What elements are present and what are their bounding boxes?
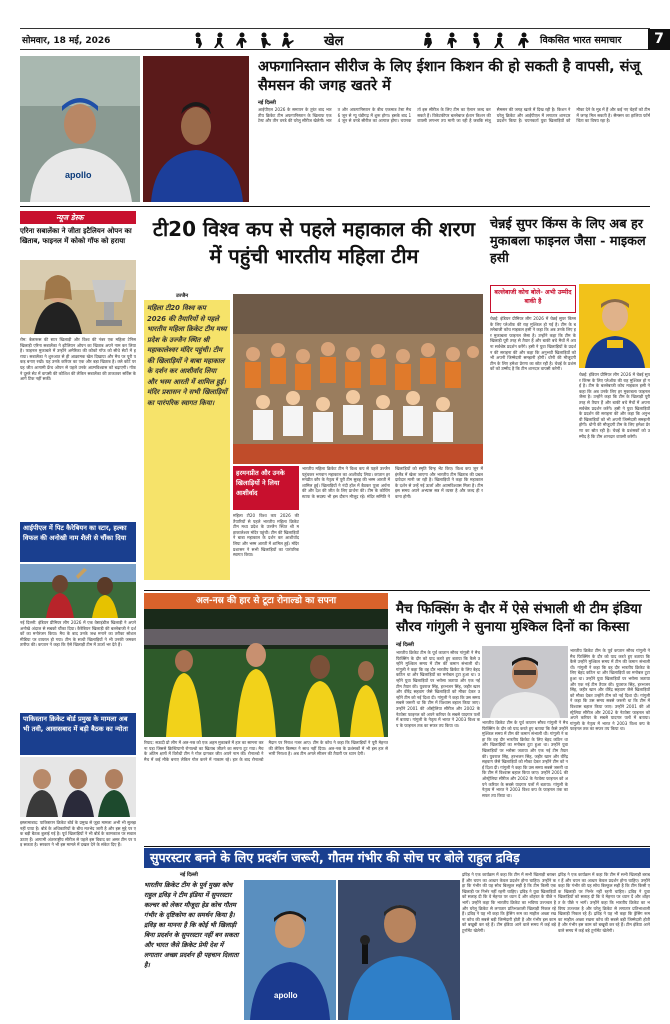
women-body: भारतीय महिला क्रिकेट टीम ने विश्व कप से पहले उज्जैन पहुंचकर भगवान महाकाल का आशीर्वाद लिया। कप्तान हरमनप्रीत कौर के नेतृत्व में पूरी टीम सुबह की भस्म आरती में शामिल हुई। खिलाड़ियों ने नंदी हॉल में बैठकर पूजा अर्चना की और देश की जीत के लिए प्रार्थना की। टीम के कोचिंग स्टाफ के सदस्य भी इस दौरान मौजूद रहे। मंदिर समिति ने खिलाड़ियों को स्मृति चिन्ह भेंट किए। विश्व कप जून में इंग्लैंड में खेला जाएगा और भारतीय टीम खिताब की प्रबल दावेदार मानी जा रही है। खिलाड़ियों ने कहा कि महाकाल के दर्शन से उन्हें नई ऊर्जा और आत्मविश्वास मिला है। टीम इस समय अपने अभ्यास सत्र में व्यस्त है और जल्द ही रवाना होगी। [302,466,483,499]
sabalenka-trophy-photo [20,260,136,334]
issue-date: सोमवार, 18 मई, 2026 [22,36,111,46]
ganguly-body-2: भारतीय क्रिकेट टीम के पूर्व कप्तान सौरव गांगुली ने मैच फिक्सिंग के दौर को याद करते हुए बताया कि कैसे उन्होंने मुश्किल समय में टीम की कमान संभाली थी। गांगुली ने कहा कि वह दौर भारतीय क्रिकेट के लिए बेहद कठिन था और खिलाड़ियों का मनोबल टूटा हुआ था। उन्होंने युवा खिलाड़ियों पर भरोसा जताया और एक नई टीम तैयार की। युवराज सिंह, हरभजन सिंह, जहीर खान और वीरेंद्र सहवाग जैसे खिलाड़ियों को मौका देकर उन्होंने टीम को नई दिशा दी। गांगुली ने कहा कि उस समय सबसे जरूरी था कि टीम में विश्वास बहाल किया जाए। उन्होंने 2001 की ऑस्ट्रेलिया सीरीज और 2002 के नेटवेस्ट फाइनल को अपने करियर के सबसे यादगार पलों में बताया। गांगुली के नेतृत्व में भारत ने 2003 विश्व कप के फाइनल तक का सफर तय किया था। [482,720,568,798]
newspaper-name: विकसित भारत समाचार [540,35,622,46]
ronaldo-banner: अल-नस्र की हार से टूटा रोनाल्डो का सपना [144,593,388,609]
women-body-left: महिला टी20 विश्व कप 2026 की तैयारियों से पहले भारतीय महिला क्रिकेट टीम मध्य प्रदेश के उज्जैन स्थित श्री महाकालेश्वर मंदिर पहुंची। टीम की खिलाड़ियों ने बाबा महाकाल के दर्शन कर आशीर्वाद लिया और भस्म आरती में शामिल हुईं। मंदिर प्रशासन ने सभी खिलाड़ियों का पारंपरिक स्वागत किया। [233,513,299,558]
story3-body: इस्लामाबाद: पाकिस्तान क्रिकेट बोर्ड के प्रमुख से जुड़ा मामला अभी भी सुलझ नहीं पाया है। बोर्ड के अधिकारियों के बीच मतभेद जारी है और इस मुद्दे पर एक बड़ी बैठक बुलाई गई है। पूर्व खिलाड़ियों ने भी बोर्ड के कामकाज पर सवाल उठाए हैं। आगामी अंतरराष्ट्रीय सीरीज से पहले इस विवाद का असर टीम पर पड़ सकता है। सरकार ने भी इस मामले में दखल देने के संकेत दिए हैं। [20,820,136,848]
divider [144,590,650,591]
divider [20,206,650,207]
ganguly-photo [482,646,568,718]
csk-headline: चेन्नई सुपर किंग्स के लिए अब हर मुकाबला फाइनल जैसा - माइकल हसी [490,217,646,266]
lead-byline: नई दिल्ली [258,100,276,106]
dravid-intro: भारतीय क्रिकेट टीम के पूर्व मुख्य कोच राहुल द्रविड़ ने टीम इंडिया में सुपरस्टार कल्चर को लेकर मौजूदा हेड कोच गौतम गंभीर के दृष्टिकोण का समर्थन किया है। द्रविड़ का मानना है कि कोई भी खिलाड़ी बिना प्रदर्शन के सुपरस्टार नहीं बन सकता और भारत जैसे क्रिकेट प्रेमी देश में लगातार अच्छा प्रदर्शन ही पहचान दिलाता है। [144,881,239,969]
story2-headline: आईपीएल में पिट कैरेबियन का स्टार, हल्का विफल की अनोखी नाम शैली से चौंका दिया [20,522,136,562]
gambhir-photo [244,880,336,1020]
ganguly-body-3: भारतीय क्रिकेट टीम के पूर्व कप्तान सौरव गांगुली ने मैच फिक्सिंग के दौर को याद करते हुए बताया कि कैसे उन्होंने मुश्किल समय में टीम की कमान संभाली थी। गांगुली ने कहा कि वह दौर भारतीय क्रिकेट के लिए बेहद कठिन था और खिलाड़ियों का मनोबल टूटा हुआ था। उन्होंने युवा खिलाड़ियों पर भरोसा जताया और एक नई टीम तैयार की। युवराज सिंह, हरभजन सिंह, जहीर खान और वीरेंद्र सहवाग जैसे खिलाड़ियों को मौका देकर उन्होंने टीम को नई दिशा दी। गांगुली ने कहा कि उस समय सबसे जरूरी था कि टीम में विश्वास बहाल किया जाए। उन्होंने 2001 की ऑस्ट्रेलिया सीरीज और 2002 के नेटवेस्ट फाइनल को अपने करियर के सबसे यादगार पलों में बताया। गांगुली के नेतृत्व में भारत ने 2003 विश्व कप के फाइनल तक का सफर तय किया था। [570,648,650,732]
section-title: खेल [324,34,344,49]
divider [144,846,650,847]
page-number: 7 [648,29,670,50]
jersey-logo: apollo [65,170,92,180]
story1-body: रोम: बेलारूस की स्टार खिलाड़ी और विश्व की नंबर एक महिला टेनिस खिलाड़ी एरिना सबालेंका ने इटैलियन ओपन का खिताब अपने नाम कर लिया है। फाइनल मुकाबले में उन्होंने अमेरिका की कोको गॉफ को सीधे सेटों में हराया। सबालेंका ने शुरुआत से ही आक्रामक खेल दिखाया और मैच पर पूरी पकड़ बनाए रखी। यह उनके करियर का एक और बड़ा खिताब है। क्ले कोर्ट पर यह जीत आगामी फ्रेंच ओपन से पहले उनके आत्मविश्वास को बढ़ाएगी। गॉफ ने दूसरे सेट में वापसी की कोशिश की लेकिन सबालेंका की ताकतवर सर्विस के आगे टिक नहीं सकीं। [20,337,136,382]
dravid-headline: सुपरस्टार बनने के लिए प्रदर्शन जरूरी, गौतम गंभीर की सोच पर बोले राहुल द्रविड़ [144,848,650,868]
women-intro: महिला टी20 विश्व कप 2026 की तैयारियों से पहले भारतीय महिला क्रिकेट टीम मध्य प्रदेश के उज्जैन स्थित श्री महाकालेश्वर मंदिर पहुंची। टीम की खिलाड़ियों ने बाबा महाकाल के दर्शन कर आशीर्वाद लिया और भस्म आरती में शामिल हुईं। मंदिर प्रशासन ने सभी खिलाड़ियों का पारंपरिक स्वागत किया। [144,300,230,580]
ronaldo-match-photo [144,609,388,737]
csk-subhead: बल्लेबाजी कोच बोले- अभी उम्मीद बाकी है [490,285,576,313]
ronaldo-body: रियाद: सऊदी प्रो लीग में अल-नस्र को एक अहम मुकाबले में हार का सामना करना पड़ा जिससे क्रिस्टियानो रोनाल्डो का खिताब जीतने का सपना टूट गया। मैच के अंतिम क्षणों में विरोधी टीम ने गोल दागकर जीत अपने नाम की। रोनाल्डो ने मैच में कई मौके बनाए लेकिन गोल करने में नाकाम रहे। हार के बाद रोनाल्डो मैदान पर निराश नजर आए। टीम के कोच ने कहा कि खिलाड़ियों ने पूरी मेहनत की लेकिन किस्मत ने साथ नहीं दिया। अल-नस्र के प्रशंसकों में भी इस हार से भारी निराशा है। अब टीम अगले सीजन की तैयारी पर ध्यान देगी। [144,740,388,762]
csk-body-2: चेन्नई: इंडियन प्रीमियर लीग 2026 में चेन्नई सुपर किंग्स के लिए प्लेऑफ की राह मुश्किल हो गई है। टीम के बल्लेबाजी कोच माइकल हसी ने कहा कि अब उनके लिए हर मुकाबला फाइनल जैसा है। उन्होंने कहा कि टीम के खिलाड़ी पूरी तरह से तैयार हैं और बाकी बचे मैचों में अपना सर्वश्रेष्ठ प्रदर्शन करेंगे। हसी ने युवा खिलाड़ियों के प्रदर्शन की सराहना की और कहा कि अनुभवी खिलाड़ियों को भी अपनी जिम्मेदारी समझनी होगी। धोनी की मौजूदगी टीम के लिए हमेशा प्रेरणा का स्रोत रही है। चेन्नई के प्रशंसकों को उम्मीद है कि टीम शानदार वापसी करेगी। [579,372,650,439]
hussey-photo [579,284,650,368]
ganguly-byline: नई दिल्ली [396,642,414,648]
ganguly-headline: मैच फिक्सिंग के दौर में ऐसे संभाली थी टीम इंडिया सौरव गांगुली ने सुनाया मुश्किल दिनों का किस्सा [396,601,642,635]
dravid-body-2: द्रविड़ ने एक कार्यक्रम में कहा कि टीम में सभी खिलाड़ी बराबर हैं और चयन का आधार केवल प्रदर्शन होना चाहिए। उन्होंने कहा कि गंभीर की यह सोच बिल्कुल सही है कि टीम किसी एक खिलाड़ी पर निर्भर नहीं रहनी चाहिए। द्रविड़ ने युवा खिलाड़ियों को सलाह दी कि वे मेहनत पर ध्यान दें और शोहरत के पीछे न भागें। उन्होंने कहा कि भारतीय क्रिकेट का भविष्य उज्ज्वल है और घरेलू क्रिकेट से लगातार प्रतिभाशाली खिलाड़ी निकल रहे हैं। द्रविड़ ने यह भी कहा कि ड्रेसिंग रूम का माहौल अच्छा रखना कोच की सबसे बड़ी जिम्मेदारी होती है और गंभीर इस काम को बखूबी कर रहे हैं। टीम इंडिया आने वाले समय में कई बड़े टूर्नामेंट खेलेगी। [558,872,650,933]
dravid-photo [338,880,460,1020]
lead-photo-sanju [143,56,249,202]
mahakal-temple-photo [233,294,483,464]
story2-body: नई दिल्ली: इंडियन प्रीमियर लीग 2026 में एक वेस्टइंडीज खिलाड़ी ने अपने अनोखे अंदाज से सबको चौंका दिया। कैरेबियन खिलाड़ी की बल्लेबाजी ने दर्शकों का मनोरंजन किया। मैच के बाद उनके जश्न मनाने का तरीका सोशल मीडिया पर वायरल हो गया। टीम के साथी खिलाड़ियों ने भी उनकी जमकर तारीफ की। कप्तान ने कहा कि ऐसे खिलाड़ी टीम में ऊर्जा भर देते हैं। [20,620,136,648]
lead-body: आईपीएल 2026 के समापन के तुरंत बाद भारतीय क्रिकेट टीम अफगानिस्तान के खिलाफ एक टेस्ट और तीन वनडे की घरेलू सीरीज खेलेगी। भारत और अफगानिस्तान के बीच एकमात्र टेस्ट मैच 6 जून से न्यू चंडीगढ़ में शुरू होगा। इसके बाद 14 जून से वनडे सीरीज का आगाज होगा। चयनकर्ता इस सीरीज के लिए टीम का ऐलान जल्द कर सकते हैं। विकेटकीपर बल्लेबाज ईशान किशन की वापसी लगभग तय मानी जा रही है जबकि संजू सैमसन की जगह खतरे में दिख रही है। किशन ने घरेलू क्रिकेट और आईपीएल में लगातार शानदार प्रदर्शन किया है। चयनकर्ता युवा खिलाड़ियों को मौका देने के मूड में हैं और कई नए चेहरों को टीम में जगह मिल सकती है। सैमसन का हालिया फॉर्म चिंता का विषय रहा है। [258,107,650,124]
dravid-body: द्रविड़ ने एक कार्यक्रम में कहा कि टीम में सभी खिलाड़ी बराबर हैं और चयन का आधार केवल प्रदर्शन होना चाहिए। उन्होंने कहा कि गंभीर की यह सोच बिल्कुल सही है कि टीम किसी एक खिलाड़ी पर निर्भर नहीं रहनी चाहिए। द्रविड़ ने युवा खिलाड़ियों को सलाह दी कि वे मेहनत पर ध्यान दें और शोहरत के पीछे न भागें। उन्होंने कहा कि भारतीय क्रिकेट का भविष्य उज्ज्वल है और घरेलू क्रिकेट से लगातार प्रतिभाशाली खिलाड़ी निकल रहे हैं। द्रविड़ ने यह भी कहा कि ड्रेसिंग रूम का माहौल अच्छा रखना कोच की सबसे बड़ी जिम्मेदारी होती है और गंभीर इस काम को बखूबी कर रहे हैं। टीम इंडिया आने वाले समय में कई बड़े टूर्नामेंट खेलेगी। [462,872,556,933]
pcb-photo [20,757,136,817]
dravid-byline: नई दिल्ली [180,872,198,878]
caribbean-player-photo [20,564,136,618]
header-silhouettes-right [420,31,540,49]
ganguly-body: भारतीय क्रिकेट टीम के पूर्व कप्तान सौरव गांगुली ने मैच फिक्सिंग के दौर को याद करते हुए बताया कि कैसे उन्होंने मुश्किल समय में टीम की कमान संभाली थी। गांगुली ने कहा कि वह दौर भारतीय क्रिकेट के लिए बेहद कठिन था और खिलाड़ियों का मनोबल टूटा हुआ था। उन्होंने युवा खिलाड़ियों पर भरोसा जताया और एक नई टीम तैयार की। युवराज सिंह, हरभजन सिंह, जहीर खान और वीरेंद्र सहवाग जैसे खिलाड़ियों को मौका देकर उन्होंने टीम को नई दिशा दी। गांगुली ने कहा कि उस समय सबसे जरूरी था कि टीम में विश्वास बहाल किया जाए। उन्होंने 2001 की ऑस्ट्रेलिया सीरीज और 2002 के नेटवेस्ट फाइनल को अपने करियर के सबसे यादगार पलों में बताया। गांगुली के नेतृत्व में भारत ने 2003 विश्व कप के फाइनल तक का सफर तय किया था। [396,650,480,728]
header-silhouettes-left [190,31,310,49]
women-team-headline: टी20 विश्व कप से पहले महाकाल की शरण में पहुंची भारतीय महिला टीम [152,217,476,268]
jersey-logo-2: apollo [274,991,298,1000]
csk-body: चेन्नई: इंडियन प्रीमियर लीग 2026 में चेन्नई सुपर किंग्स के लिए प्लेऑफ की राह मुश्किल हो गई है। टीम के बल्लेबाजी कोच माइकल हसी ने कहा कि अब उनके लिए हर मुकाबला फाइनल जैसा है। उन्होंने कहा कि टीम के खिलाड़ी पूरी तरह से तैयार हैं और बाकी बचे मैचों में अपना सर्वश्रेष्ठ प्रदर्शन करेंगे। हसी ने युवा खिलाड़ियों के प्रदर्शन की सराहना की और कहा कि अनुभवी खिलाड़ियों को भी अपनी जिम्मेदारी समझनी होगी। धोनी की मौजूदगी टीम के लिए हमेशा प्रेरणा का स्रोत रही है। चेन्नई के प्रशंसकों को उम्मीद है कि टीम शानदार वापसी करेगी। [490,316,576,372]
lead-photo-ishan [20,56,140,202]
women-dateline: उज्जैन [176,293,189,299]
masthead [20,28,664,50]
lead-headline: अफगानिस्तान सीरीज के लिए ईशान किशन की हो सकती है वापसी, संजू सैमसन की जगह खतरे में [258,59,641,94]
story3-headline: पाकिस्तान क्रिकेट बोर्ड प्रमुख के मामला अब भी तवी, आवासबाद में बड़ी बैठक का न्योता [20,713,136,755]
women-photo-caption: हरमनप्रीत और उनके खिलाड़ियों ने लिया आशीर्वाद [233,466,299,510]
news-desk-label: न्यूज डेस्क [20,211,136,224]
story1-headline: एरिना सबालेंका ने जीता इटैलियन ओपन का खिताब, फाइनल में कोको गॉफ को हराया [20,227,132,245]
